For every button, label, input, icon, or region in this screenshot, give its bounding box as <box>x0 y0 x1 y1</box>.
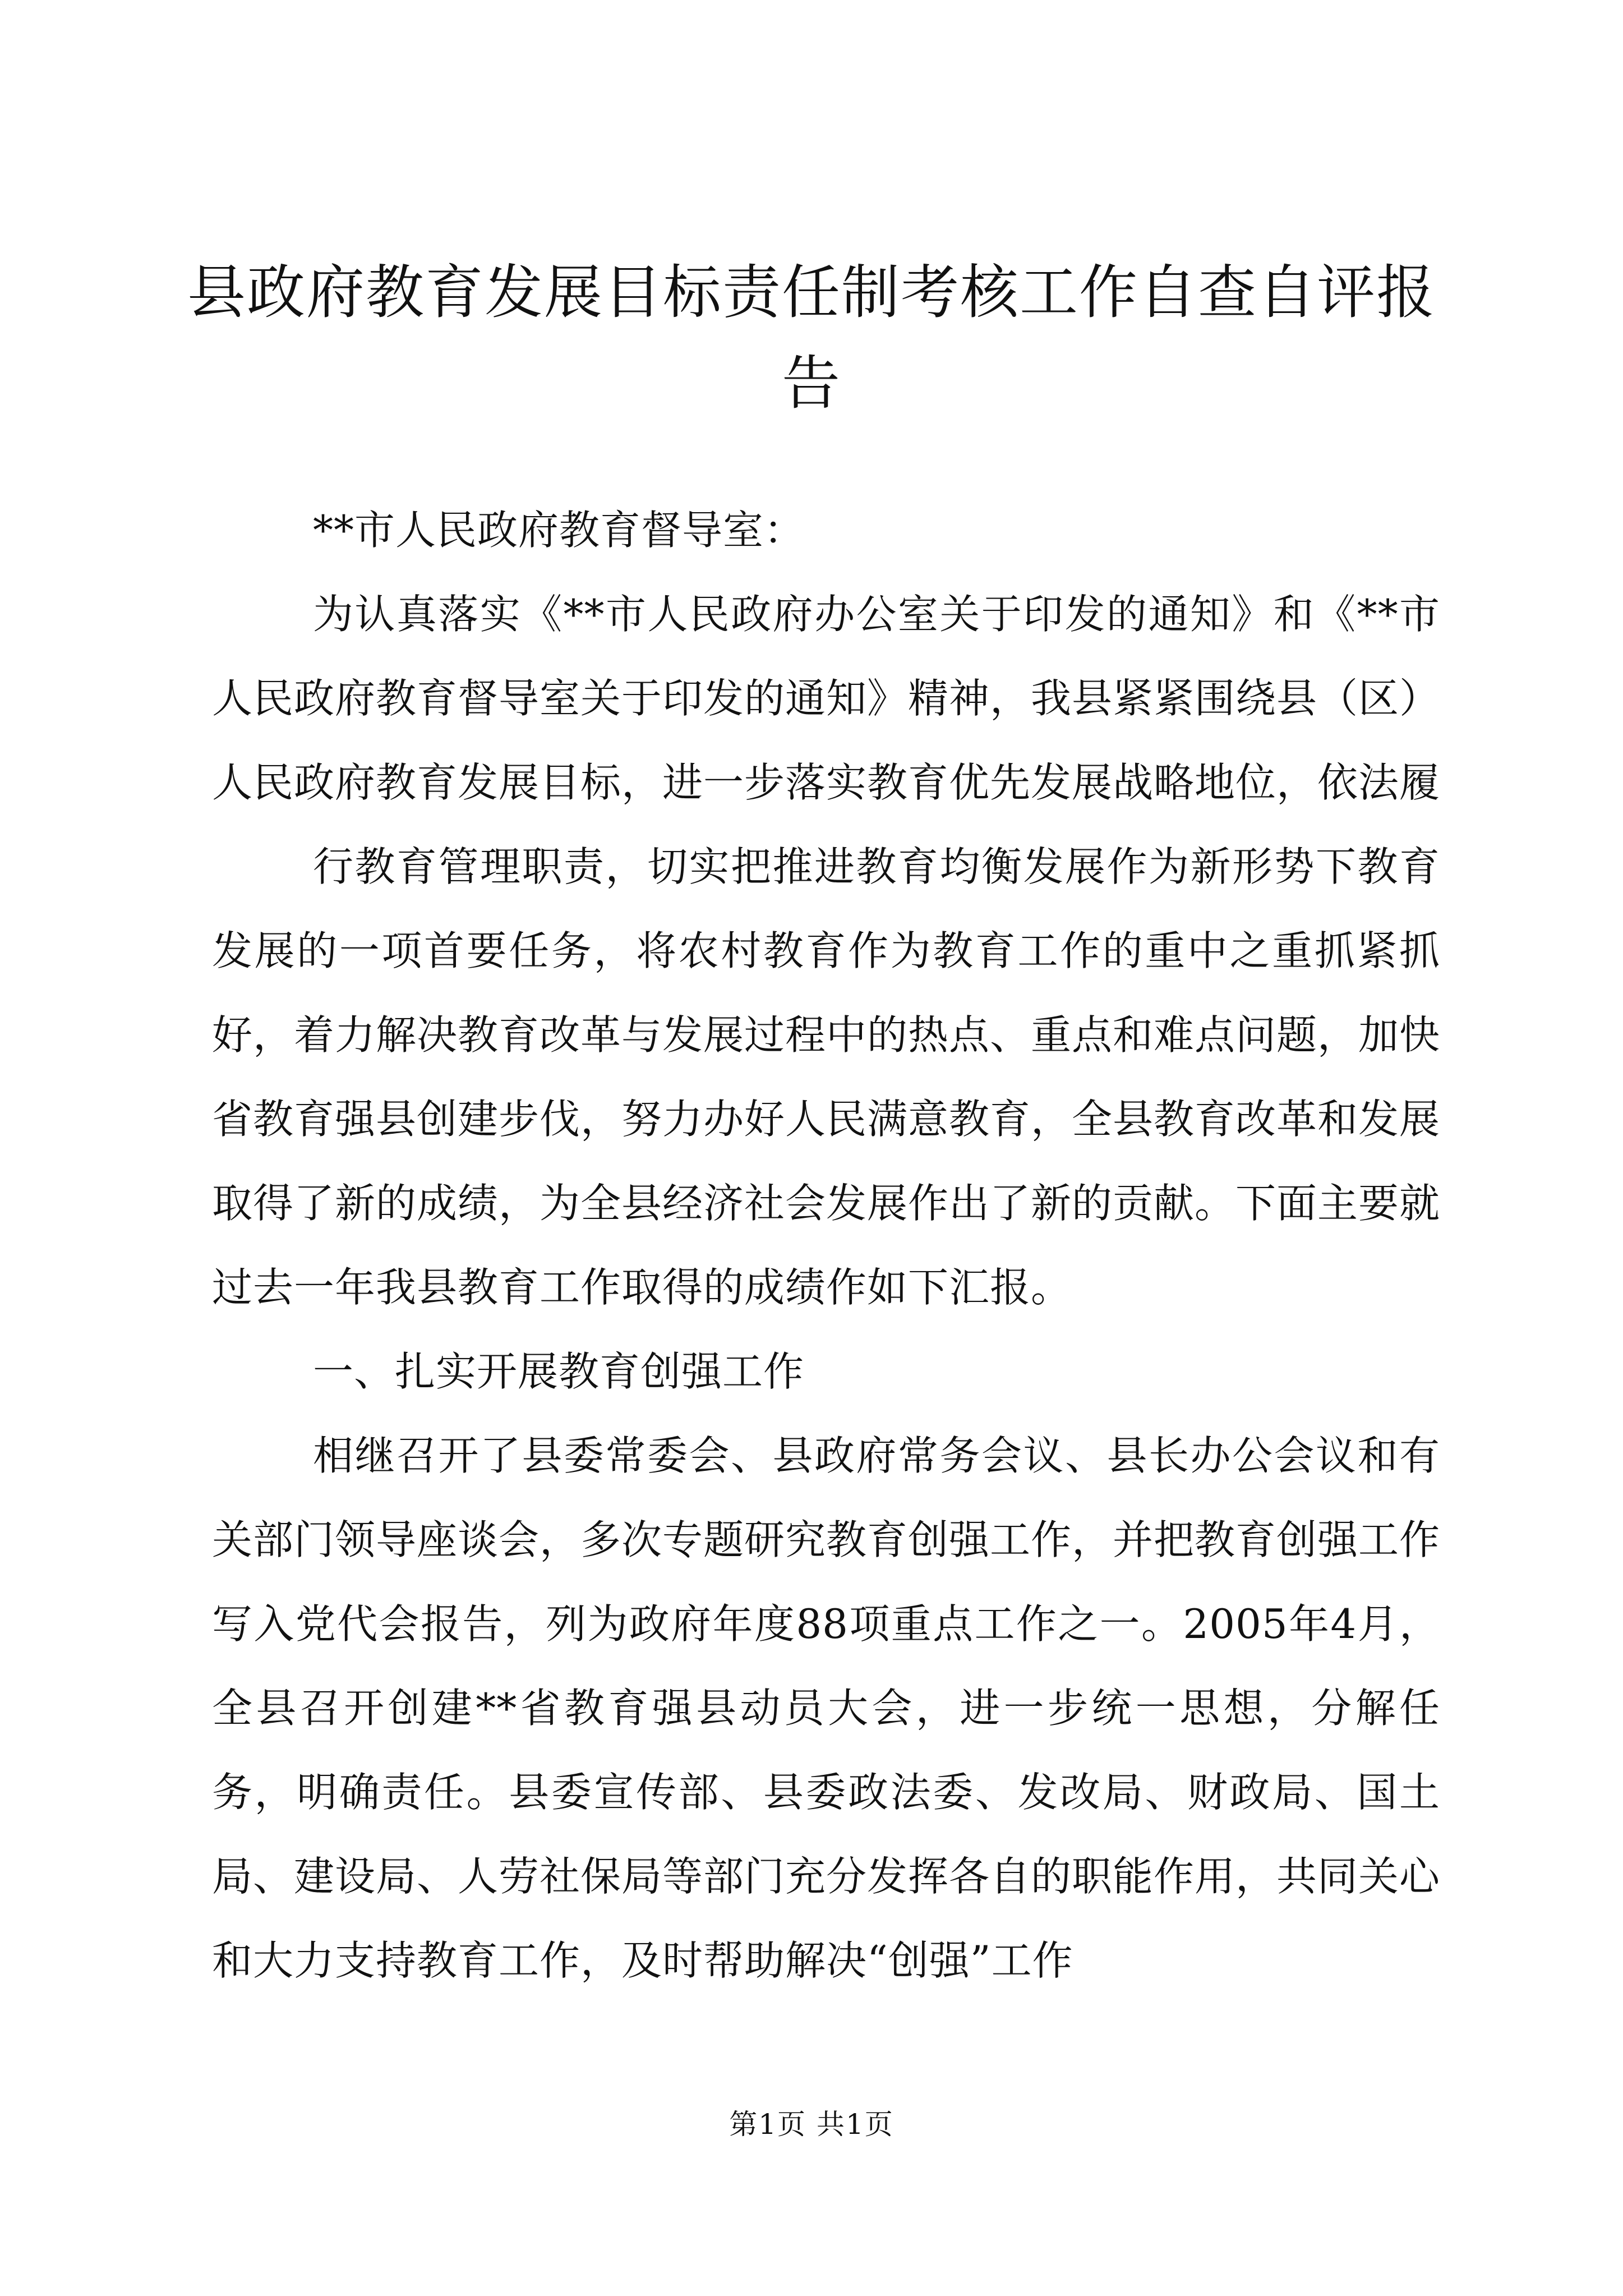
salutation: **市人民政府教育督导室： <box>313 507 805 554</box>
section-heading-1: 一、扎实开展教育创强工作 <box>313 1348 805 1395</box>
document-title: 县政府教育发展目标责任制考核工作自查自评报告 <box>187 258 1436 417</box>
document-body <box>212 488 1440 2003</box>
paragraph-section-1: 相继召开了县委常委会、县政府常务会议、县长办公会议和有关部门领导座谈会，多次专题研究教育创强工作，并把教育创强工作写入党代会报告，列为政府年度88项重点工作之一。2005年4月，全县召开创建**省教育强县动员大会，进一步统一思想，分解任务，明确责任。县委宣传部、县委政法委、发改局、财政局、国土局、建设局、人劳社保局等部门充分发挥各自的职能作用，共同关心和大力支持教育工作，及时帮助解决“创强”工作 <box>212 1432 1441 1984</box>
page-footer: 第1页 共1页 <box>729 2108 894 2141</box>
paragraph-duties: 行教育管理职责，切实把推进教育均衡发展作为新形势下教育发展的一项首要任务，将农村教育作为教育工作的重中之重抓紧抓好，着力解决教育改革与发展过程中的热点、重点和难点问题，加快省教育强县创建步伐，努力办好人民满意教育，全县教育改革和发展取得了新的成绩，为全县经济社会发展作出了新的贡献。下面主要就过去一年我县教育工作取得的成绩作如下汇报。 <box>212 843 1441 1311</box>
paragraph-intro: 为认真落实《**市人民政府办公室关于印发的通知》和《**市人民政府教育督导室关于印发的通知》精神，我县紧紧围绕县（区）人民政府教育发展目标，进一步落实教育优先发展战略地位，依法履 <box>212 591 1441 806</box>
